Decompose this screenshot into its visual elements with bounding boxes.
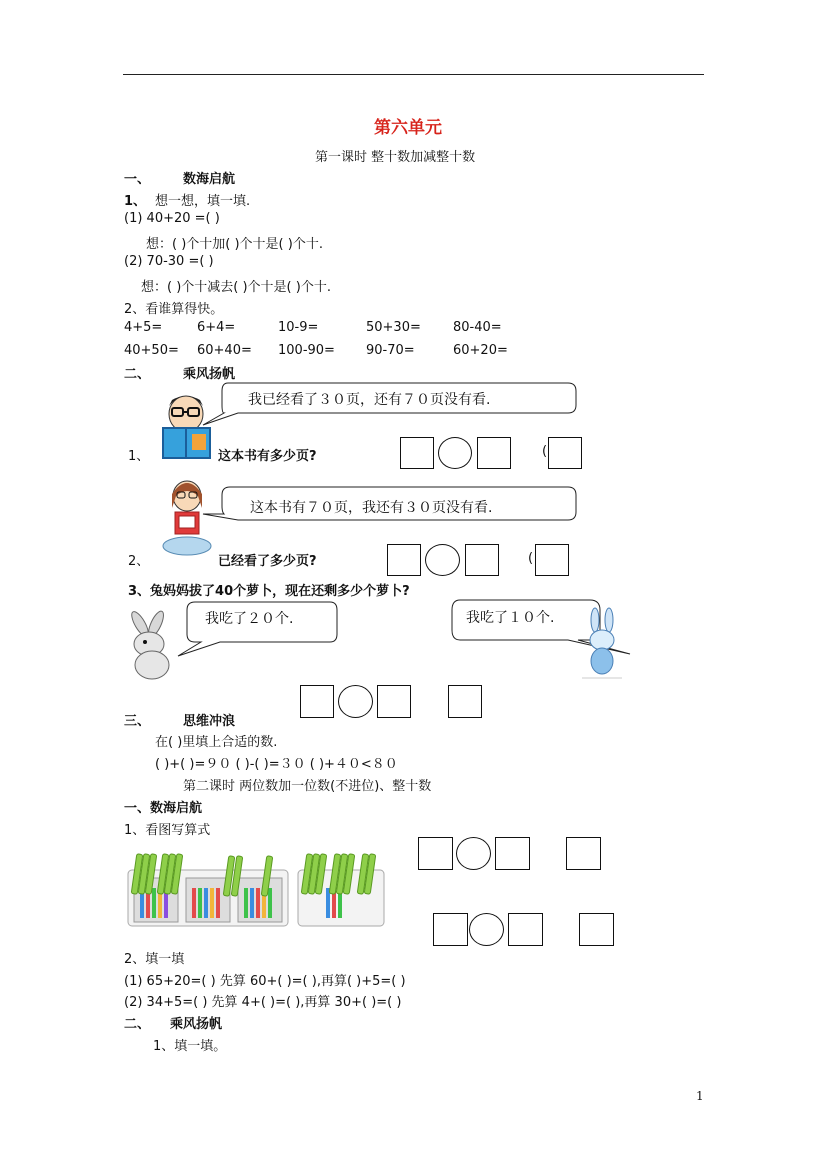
q4-intro: 在( )里填上合适的数. [155,735,278,750]
lesson2-section2-number: 二、 [124,1017,151,1032]
lesson2-title: 第二课时 两位数加一位数(不进位)、整十数 [183,779,432,794]
paren-open: ( [542,444,548,459]
answer-box[interactable] [300,685,334,718]
answer-box[interactable] [477,437,511,469]
counting-sticks-illustration [126,852,390,932]
operator-circle[interactable] [338,685,373,718]
lesson2-section1-title: 一、数海启航 [124,801,203,816]
answer-box[interactable] [387,544,421,576]
answer-box[interactable] [566,837,601,870]
q4-equations: ( )+( )=９０ ( )-( )=３０ ( )+４０<８０ [155,757,398,772]
section1-title: 数海启航 [183,172,236,187]
operator-circle[interactable] [456,837,491,870]
lesson2-q2-text: 2、填一填 [124,952,185,967]
q2-row2-item: 60+40= [197,343,252,358]
rabbit-left-illustration [122,612,182,682]
lesson2-q2-part1: (1) 65+20=( ) 先算 60+( )=( ),再算( )+5=( ) [124,974,406,989]
q2-row1-item: 6+4= [197,320,236,335]
girl-bubble-text: 这本书有７０页，我还有３０页没有看. [250,500,493,516]
header-rule [123,74,704,75]
q2-row2-item: 90-70= [366,343,415,358]
answer-box[interactable] [433,913,468,946]
q2-row1-item: 10-9= [278,320,319,335]
lesson2-q2-part2: (2) 34+5=( ) 先算 4+( )=( ),再算 30+( )=( ) [124,995,402,1010]
rabbit-right-illustration [582,608,622,680]
answer-box[interactable] [418,837,453,870]
answer-box[interactable] [400,437,434,469]
q1-part1-hint: 想：( )个十加( )个十是( )个十. [146,237,323,252]
q1-text: 想一想，填一填. [155,194,251,209]
problem2-question: 已经看了多少页? [218,554,317,569]
q2-row1-item: 4+5= [124,320,163,335]
problem1-number: 1、 [128,449,150,464]
operator-circle[interactable] [438,437,472,469]
section3-title: 思维冲浪 [183,714,236,729]
operator-circle[interactable] [425,544,460,576]
problem2-number: 2、 [128,554,150,569]
rabbit-left-bubble-text: 我吃了２０个. [205,611,294,627]
q1-part1: (1) 40+20 =( ) [124,211,220,226]
q1-part2: (2) 70-30 =( ) [124,254,214,269]
lesson2-section2-title: 乘风扬帆 [170,1017,223,1032]
q2-row1-item: 80-40= [453,320,502,335]
problem1-question: 这本书有多少页? [218,449,317,464]
answer-box[interactable] [448,685,482,718]
q2-row2-item: 60+20= [453,343,508,358]
rabbit-right-bubble-text: 我吃了１０个. [466,610,555,626]
section1-number: 一、 [124,172,151,187]
answer-box[interactable] [465,544,499,576]
paren-open: ( [528,551,534,566]
answer-box[interactable] [548,437,582,469]
answer-box[interactable] [495,837,530,870]
q2-row2-item: 40+50= [124,343,179,358]
answer-box[interactable] [579,913,614,946]
operator-circle[interactable] [469,913,504,946]
q1-label: 1、 [124,194,147,209]
section2-number: 二、 [124,367,151,382]
answer-box[interactable] [377,685,411,718]
boy-bubble-text: 我已经看了３０页，还有７０页没有看. [248,392,491,408]
page-number: 1 [696,1089,704,1103]
section3-number: 三、 [124,714,151,729]
answer-box[interactable] [508,913,543,946]
q1-part2-hint: 想：( )个十减去( )个十是( )个十. [141,280,331,295]
q3-text: 3、兔妈妈拔了40个萝卜，现在还剩多少个萝卜? [128,584,410,599]
section2-title: 乘风扬帆 [183,367,236,382]
lesson1-title: 第一课时 整十数加减整十数 [315,150,476,165]
q2-text: 2、看谁算得快。 [124,302,224,317]
unit-title: 第六单元 [374,118,442,138]
answer-box[interactable] [535,544,569,576]
q2-row2-item: 100-90= [278,343,335,358]
q2-row1-item: 50+30= [366,320,421,335]
lesson2-q1-text: 1、看图写算式 [124,823,211,838]
lesson2-q3-text: 1、填一填。 [153,1039,227,1054]
